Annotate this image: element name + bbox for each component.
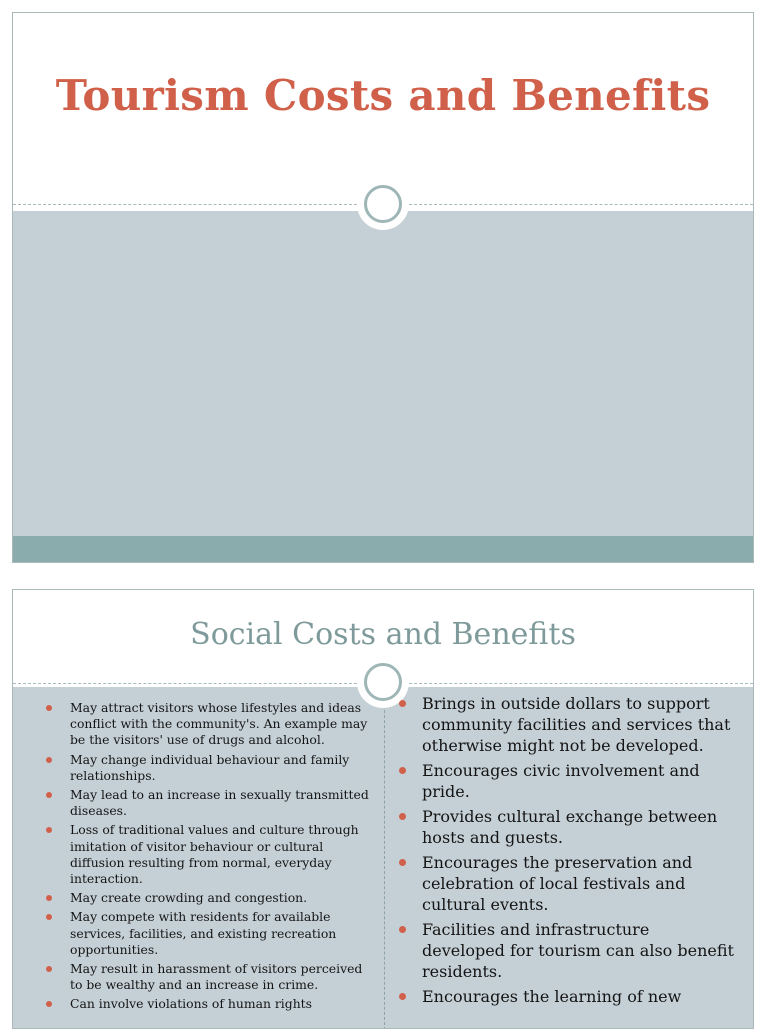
column-divider (384, 690, 385, 1029)
slide-title: Social Costs and Benefits (190, 617, 576, 652)
benefits-list (399, 693, 735, 1011)
list-item: Encourages the preservation and celebration of local festivals and cultural events. (399, 852, 735, 915)
list-item: Loss of traditional values and culture through imitation of visitor behaviour or cultural diffusion resulting from normal, everyday interaction. (43, 822, 373, 887)
list-item: Brings in outside dollars to support community facilities and services that otherwise might not be developed. (399, 693, 735, 756)
list-item: May change individual behaviour and family relationships. (43, 752, 373, 784)
list-item: May lead to an increase in sexually transmitted diseases. (43, 787, 373, 819)
list-item: Encourages the learning of new (399, 986, 735, 1007)
title-slide (12, 12, 754, 563)
list-item: Can involve violations of human rights (43, 996, 373, 1012)
slide-title: Tourism Costs and Benefits (55, 71, 711, 120)
list-item: May create crowding and congestion. (43, 890, 373, 906)
bottom-bar (13, 536, 753, 562)
social-costs-slide (12, 589, 754, 1029)
costs-list (43, 700, 373, 1016)
ring-ornament-icon (357, 178, 409, 230)
list-item: May attract visitors whose lifestyles and ideas conflict with the community's. An example may be the visitors' use of drugs and alcohol. (43, 700, 373, 749)
list-item: Encourages civic involvement and pride. (399, 760, 735, 802)
content-band (13, 211, 753, 537)
list-item: May result in harassment of visitors perceived to be wealthy and an increase in crime. (43, 961, 373, 993)
list-item: May compete with residents for available services, facilities, and existing recreation opportunities. (43, 909, 373, 958)
list-item: Facilities and infrastructure developed for tourism can also benefit residents. (399, 919, 735, 982)
list-item: Provides cultural exchange between hosts and guests. (399, 806, 735, 848)
